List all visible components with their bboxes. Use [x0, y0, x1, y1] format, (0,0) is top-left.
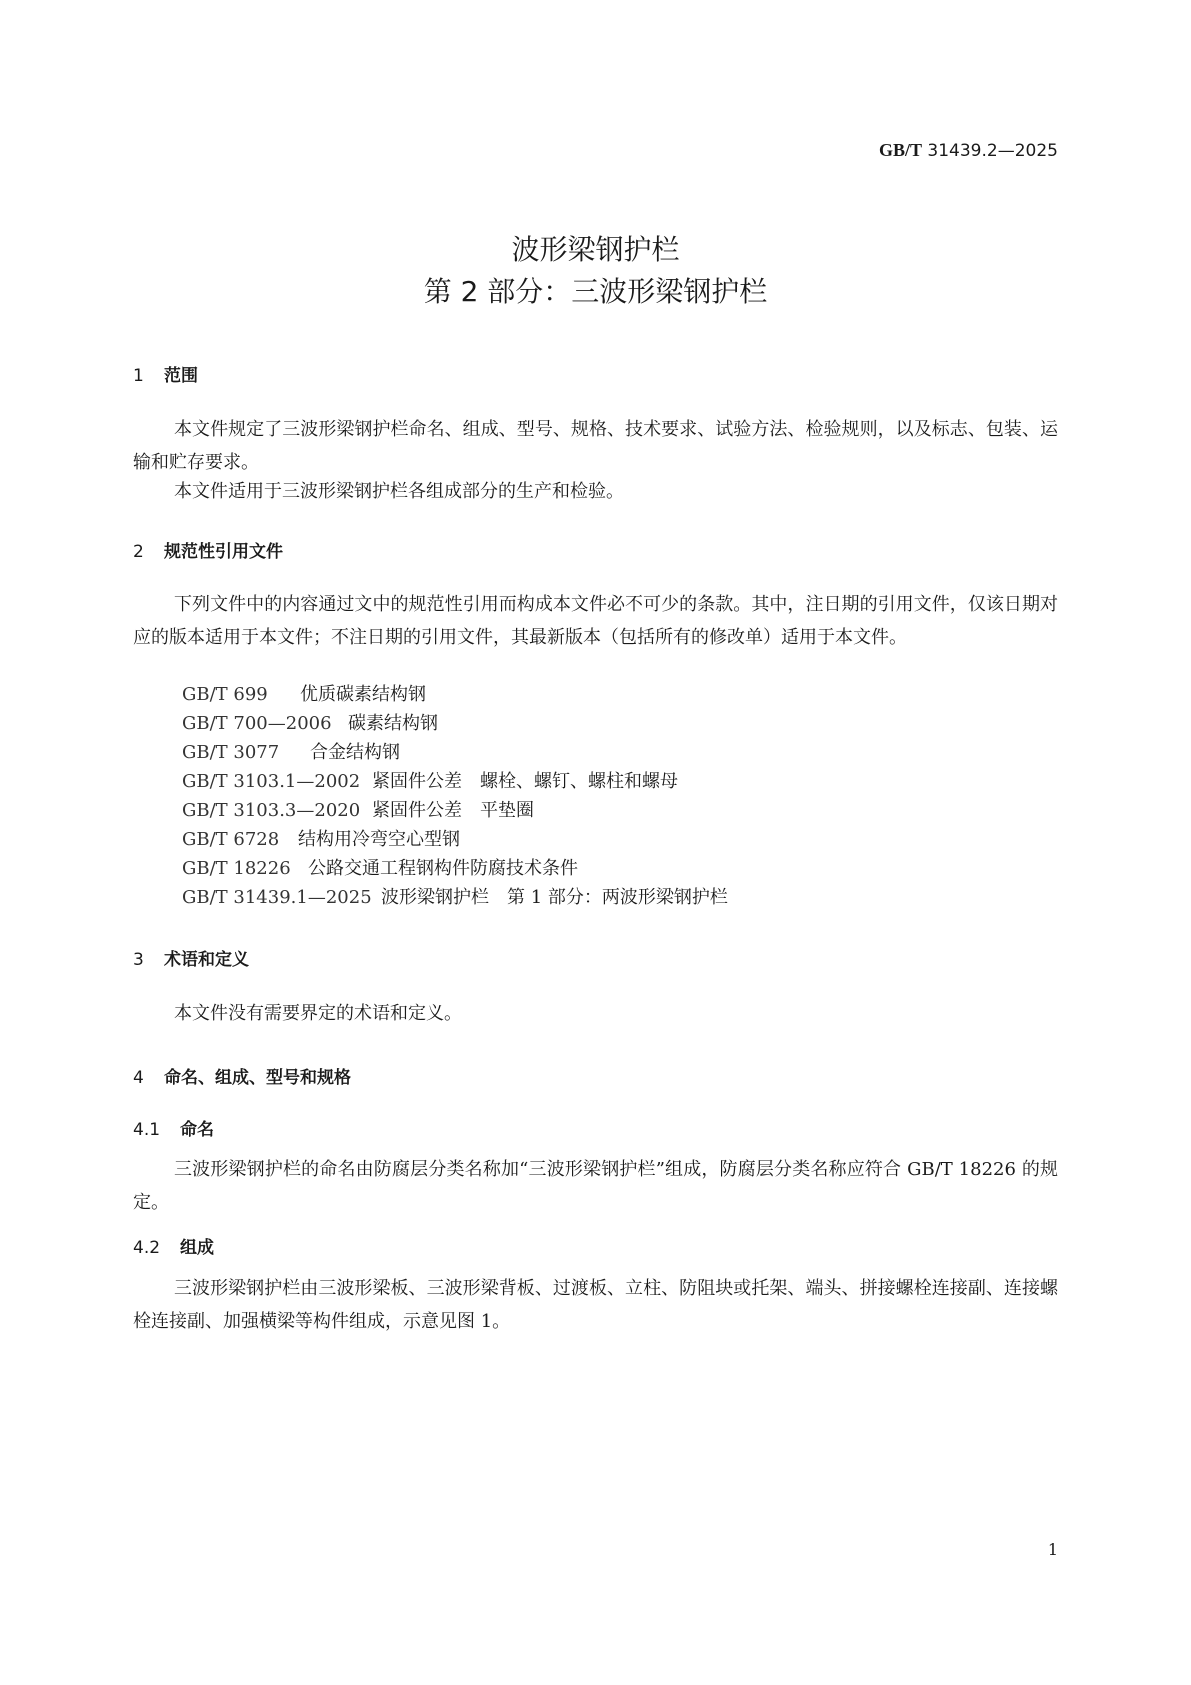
section-2-heading [133, 537, 283, 562]
document-title-line2: 第 2 部分：三波形梁钢护栏 [423, 275, 768, 308]
reference-item [182, 767, 678, 793]
reference-code: GB/T 18226 [182, 858, 291, 879]
section-1-heading [133, 361, 198, 386]
document-title-line1: 波形梁钢护栏 [511, 233, 680, 266]
section-title: 命名、组成、型号和规格 [164, 1068, 351, 1088]
reference-item [182, 883, 728, 909]
standard-prefix: GB/T [879, 140, 923, 160]
reference-title: 波形梁钢护栏 第 1 部分：两波形梁钢护栏 [381, 887, 728, 908]
section-3-heading [133, 945, 249, 970]
reference-item [182, 680, 426, 706]
section-1-paragraph-1: 本文件规定了三波形梁钢护栏命名、组成、型号、规格、技术要求、试验方法、检验规则，以及标志、包装、运输和贮存要求。 [133, 419, 1058, 473]
reference-code: GB/T 700—2006 [182, 713, 332, 734]
section-number: 4 [133, 1068, 144, 1088]
reference-title: 公路交通工程钢构件防腐技术条件 [308, 858, 578, 879]
reference-code: GB/T 699 [182, 684, 268, 705]
subsection-number: 4.2 [133, 1238, 161, 1258]
reference-item [182, 854, 578, 880]
reference-code: GB/T 3103.3—2020 [182, 800, 361, 821]
subsection-4-2-heading [133, 1233, 214, 1258]
reference-item [182, 796, 534, 822]
section-title: 术语和定义 [164, 950, 249, 970]
subsection-4-1-paragraph-1: 三波形梁钢护栏的命名由防腐层分类名称加“三波形梁钢护栏”组成，防腐层分类名称应符合 GB/T 18226 的规定。 [133, 1159, 1058, 1213]
section-title: 范围 [164, 366, 198, 386]
reference-title: 碳素结构钢 [348, 713, 438, 734]
section-number: 3 [133, 950, 144, 970]
reference-item [182, 825, 460, 851]
reference-code: GB/T 6728 [182, 829, 280, 850]
section-number: 2 [133, 542, 144, 562]
reference-title: 紧固件公差 平垫圈 [372, 800, 534, 821]
section-4-heading [133, 1063, 351, 1088]
reference-title: 合金结构钢 [310, 742, 400, 763]
section-title: 规范性引用文件 [164, 542, 283, 562]
standard-number: 31439.2—2025 [927, 141, 1058, 161]
subsection-4-1-heading [133, 1115, 214, 1140]
subsection-number: 4.1 [133, 1120, 161, 1140]
section-number: 1 [133, 366, 144, 386]
reference-code: GB/T 3103.1—2002 [182, 771, 361, 792]
reference-item [182, 709, 438, 735]
reference-code: GB/T 3077 [182, 742, 280, 763]
reference-title: 优质碳素结构钢 [300, 684, 426, 705]
reference-code: GB/T 31439.1—2025 [182, 887, 372, 908]
section-2-paragraph-1: 下列文件中的内容通过文中的规范性引用而构成本文件必不可少的条款。其中，注日期的引用文件，仅该日期对应的版本适用于本文件；不注日期的引用文件，其最新版本（包括所有的修改单）适用于本文件。 [133, 594, 1058, 648]
subsection-title: 组成 [180, 1238, 214, 1258]
subsection-4-2-paragraph-1: 三波形梁钢护栏由三波形梁板、三波形梁背板、过渡板、立柱、防阻块或托架、端头、拼接螺栓连接副、连接螺栓连接副、加强横梁等构件组成，示意见图 1。 [133, 1278, 1058, 1332]
subsection-title: 命名 [180, 1120, 214, 1140]
standard-code [879, 140, 1058, 161]
reference-item [182, 738, 400, 764]
reference-title: 结构用冷弯空心型钢 [298, 829, 460, 850]
reference-title: 紧固件公差 螺栓、螺钉、螺柱和螺母 [372, 771, 678, 792]
section-1-paragraph-2: 本文件适用于三波形梁钢护栏各组成部分的生产和检验。 [174, 481, 624, 502]
page-number: 1 [1047, 1540, 1058, 1559]
section-3-paragraph-1: 本文件没有需要界定的术语和定义。 [174, 1003, 462, 1024]
